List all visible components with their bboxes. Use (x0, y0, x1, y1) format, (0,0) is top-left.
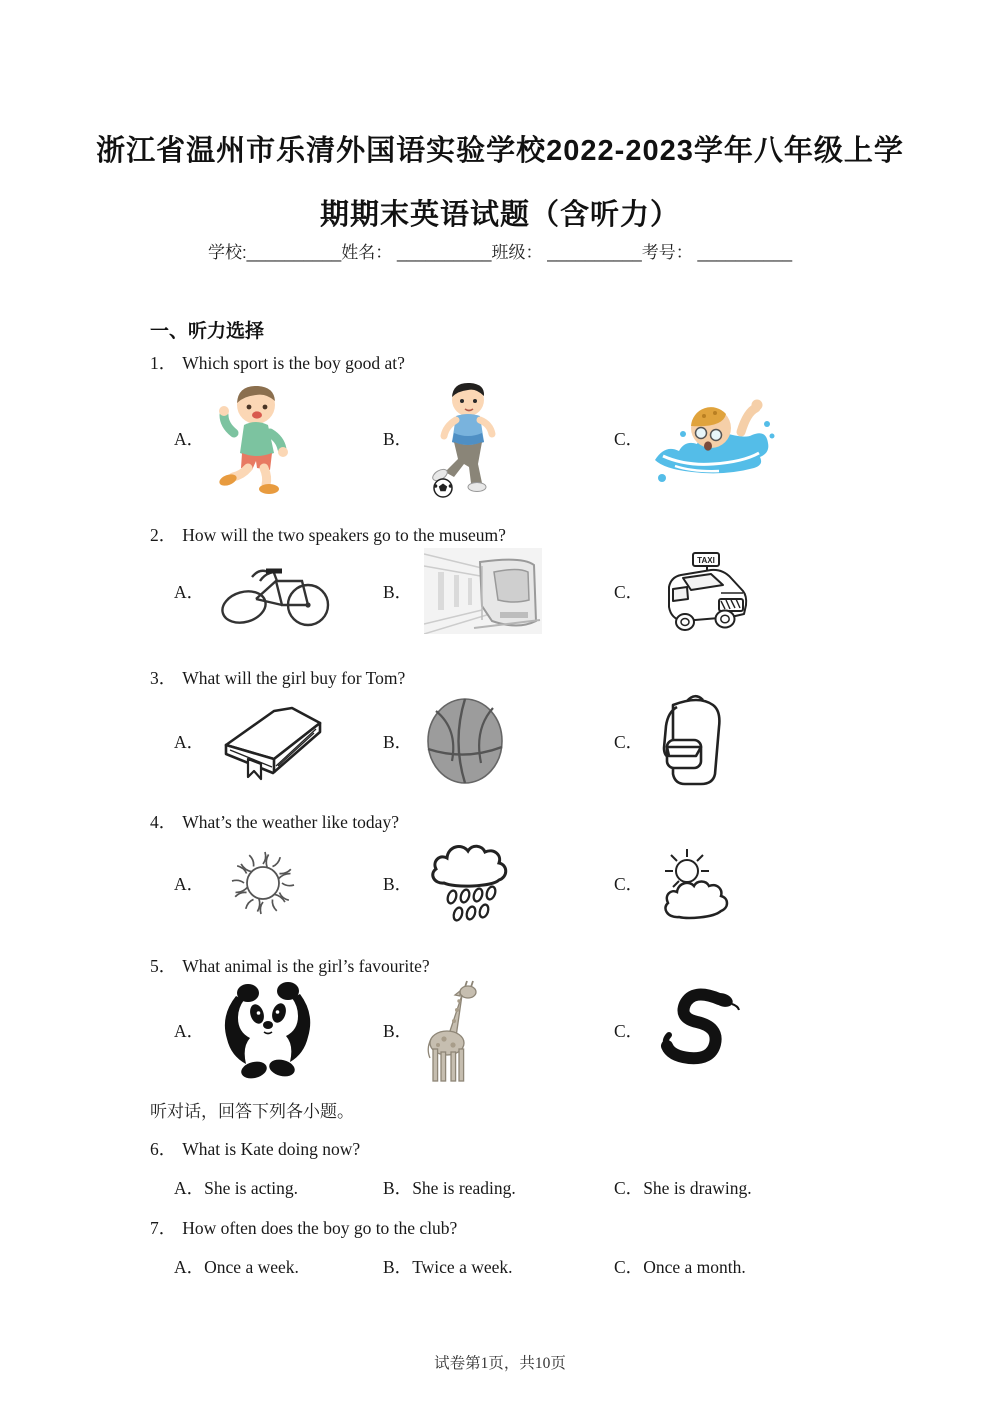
student-info-line: 学校:__________姓名： __________班级： __________考号： __________ (207, 243, 793, 262)
rain-cloud-image (424, 838, 516, 928)
question-6-options (150, 1175, 870, 1199)
question-text: What’s the weather like today? (182, 812, 399, 832)
question-number: 7． (150, 1218, 177, 1238)
paper-title-line2: 期期末英语试题（含听力） (319, 199, 680, 231)
question-text: What animal is the girl’s favourite? (182, 956, 430, 976)
option-label: C． (614, 1178, 644, 1198)
running-boy-image (216, 381, 296, 496)
question-1-option-c (614, 377, 785, 500)
question-text: How will the two speakers go to the museum? (182, 525, 506, 545)
question-3-option-a (174, 691, 328, 791)
question-1-option-b (383, 377, 506, 500)
option-label: B． (383, 1257, 413, 1277)
question-3 (150, 665, 405, 690)
question-3-option-b (383, 691, 506, 791)
option-label: C． (614, 731, 644, 752)
section-heading: 一、听力选择 (150, 321, 265, 342)
question-7 (150, 1215, 457, 1240)
page-footer: 试卷第1页，共10页 (434, 1355, 566, 1372)
question-5-option-c (614, 979, 749, 1082)
question-3-option-c (614, 691, 731, 791)
option-label: A． (174, 429, 205, 449)
option-label: C． (614, 1257, 644, 1277)
question-number: 5． (150, 956, 177, 976)
option-text: Once a month. (643, 1257, 746, 1277)
question-4 (150, 809, 399, 834)
bicycle-image (216, 553, 334, 629)
question-2-option-a (174, 547, 334, 635)
question-4-options (150, 835, 870, 931)
paper-title-line1: 浙江省温州市乐清外国语实验学校2022-2023学年八年级上学 (96, 135, 904, 167)
option-label: A． (174, 1257, 205, 1277)
option-label: C． (614, 429, 644, 449)
option-label: B． (383, 1178, 413, 1198)
basketball-image (424, 695, 506, 787)
question-6-option-a (174, 1175, 298, 1200)
taxi-sign-text: TAXI (697, 556, 716, 565)
option-label: C． (614, 873, 644, 894)
giraffe-image (424, 979, 482, 1083)
question-6-option-b (383, 1175, 516, 1200)
question-2-option-c (614, 547, 755, 635)
sun-behind-cloud-image (655, 845, 735, 921)
question-1 (150, 350, 405, 375)
taxi-image (655, 549, 755, 633)
question-text: How often does the boy go to the club? (182, 1218, 458, 1238)
question-5-option-a (174, 979, 320, 1082)
panda-image (216, 982, 320, 1080)
question-2-options (150, 547, 870, 635)
boy-swimming-image (649, 390, 779, 488)
question-4-option-a (174, 835, 310, 931)
option-label: A． (174, 581, 205, 602)
question-number: 1． (150, 353, 177, 373)
option-label: A． (174, 873, 205, 894)
option-label: B． (383, 873, 413, 894)
question-1-options (150, 377, 870, 500)
option-text: Twice a week. (412, 1257, 513, 1277)
question-5-options (150, 979, 870, 1082)
question-7-option-b (383, 1254, 513, 1279)
question-7-options (150, 1254, 870, 1278)
question-3-options (150, 691, 870, 791)
option-label: B． (383, 1021, 413, 1041)
question-5-option-b (383, 979, 482, 1082)
question-7-option-a (174, 1254, 299, 1279)
question-text: Which sport is the boy good at? (182, 353, 405, 373)
option-label: A． (174, 731, 205, 752)
option-text: She is drawing. (643, 1178, 752, 1198)
question-4-option-c (614, 835, 735, 931)
question-7-option-c (614, 1254, 746, 1279)
option-text: She is reading. (412, 1178, 516, 1198)
book-image (216, 699, 328, 783)
option-text: She is acting. (204, 1178, 298, 1198)
question-number: 4． (150, 812, 177, 832)
question-number: 2． (150, 525, 177, 545)
boy-playing-soccer-image (424, 380, 506, 498)
option-label: C． (614, 581, 644, 602)
question-2-option-b (383, 547, 542, 635)
question-5 (150, 953, 430, 978)
snake-image (655, 986, 749, 1076)
option-label: A． (174, 1021, 205, 1041)
listen-dialog-note: 听对话，回答下列各小题。 (150, 1102, 354, 1121)
question-2 (150, 522, 506, 547)
option-label: B． (383, 429, 413, 449)
question-text: What is Kate doing now? (182, 1139, 361, 1159)
question-number: 3． (150, 668, 177, 688)
question-1-option-a (174, 377, 296, 500)
question-text: What will the girl buy for Tom? (182, 668, 406, 688)
question-number: 6． (150, 1139, 177, 1159)
question-6-option-c (614, 1175, 752, 1200)
backpack-image (655, 692, 731, 790)
question-6 (150, 1136, 360, 1161)
option-label: B． (383, 581, 413, 602)
option-label: C． (614, 1021, 644, 1041)
option-label: A． (174, 1178, 205, 1198)
option-label: B． (383, 731, 413, 752)
sun-image (216, 836, 310, 930)
option-text: Once a week. (204, 1257, 299, 1277)
question-4-option-b (383, 835, 516, 931)
subway-train-image (424, 548, 542, 634)
